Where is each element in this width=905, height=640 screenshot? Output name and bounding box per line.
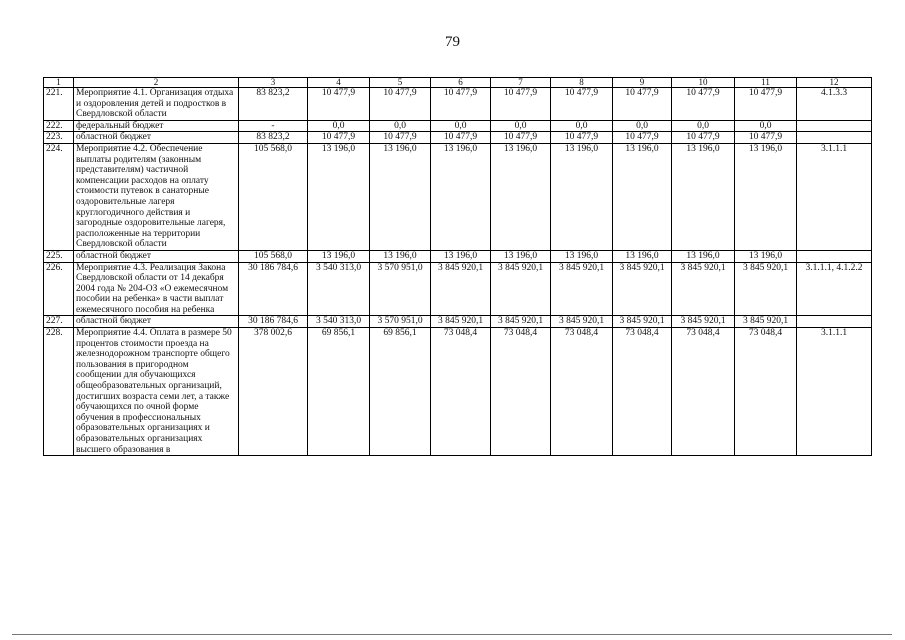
value-cell: 3 845 920,1 <box>491 262 551 316</box>
column-header: 5 <box>370 78 431 88</box>
value-cell: 13 196,0 <box>613 250 672 262</box>
value-cell: 69 856,1 <box>370 328 431 456</box>
table-row <box>44 143 872 250</box>
row-number-cell: 226. <box>44 262 74 316</box>
value-cell: 13 196,0 <box>672 143 735 250</box>
value-cell: 3 570 951,0 <box>370 262 431 316</box>
target-code-cell <box>797 250 872 262</box>
value-cell: 73 048,4 <box>735 328 797 456</box>
target-code-cell: 4.1.3.3 <box>797 88 872 121</box>
value-cell: 10 477,9 <box>370 88 431 121</box>
column-header: 10 <box>672 78 735 88</box>
page-number: 79 <box>445 34 460 50</box>
value-cell: 3 845 920,1 <box>551 316 613 328</box>
value-cell: 3 845 920,1 <box>672 262 735 316</box>
value-cell: 30 186 784,6 <box>239 262 308 316</box>
value-cell: 3 845 920,1 <box>431 316 491 328</box>
value-cell: 13 196,0 <box>370 250 431 262</box>
value-cell: 3 845 920,1 <box>735 262 797 316</box>
value-cell: 0,0 <box>735 120 797 132</box>
row-number-cell: 227. <box>44 316 74 328</box>
value-cell: 13 196,0 <box>551 250 613 262</box>
value-cell: 13 196,0 <box>308 143 370 250</box>
value-cell: 3 845 920,1 <box>551 262 613 316</box>
column-header: 4 <box>308 78 370 88</box>
value-cell: 13 196,0 <box>735 143 797 250</box>
column-header: 11 <box>735 78 797 88</box>
value-cell: 13 196,0 <box>308 250 370 262</box>
value-cell: 13 196,0 <box>431 250 491 262</box>
value-cell: - <box>239 120 308 132</box>
description-cell: Мероприятие 4.4. Оплата в размере 50 процентов стоимости проезда на железнодорожном транспорте общего пользования в пригородном сообщении для обучающихся общеобразовательных организаций, достигших возраста семи лет, а также обучающихся по очной форме обучения в профессиональных образовательных организациях и образовательных организациях высшего образования в <box>74 328 239 456</box>
table-row <box>44 250 872 262</box>
column-header: 2 <box>74 78 239 88</box>
value-cell: 105 568,0 <box>239 143 308 250</box>
value-cell: 13 196,0 <box>491 143 551 250</box>
target-code-cell <box>797 120 872 132</box>
value-cell: 10 477,9 <box>551 88 613 121</box>
column-header: 12 <box>797 78 872 88</box>
value-cell: 83 823,2 <box>239 132 308 144</box>
value-cell: 3 845 920,1 <box>672 316 735 328</box>
value-cell: 13 196,0 <box>370 143 431 250</box>
target-code-cell: 3.1.1.1 <box>797 143 872 250</box>
value-cell: 0,0 <box>551 120 613 132</box>
value-cell: 13 196,0 <box>431 143 491 250</box>
row-number-cell: 222. <box>44 120 74 132</box>
target-code-cell: 3.1.1.1 <box>797 328 872 456</box>
target-code-cell <box>797 132 872 144</box>
description-cell: Мероприятие 4.1. Организация отдыха и оздоровления детей и подростков в Свердловской области <box>74 88 239 121</box>
row-number-cell: 224. <box>44 143 74 250</box>
column-header: 1 <box>44 78 74 88</box>
value-cell: 3 845 920,1 <box>613 262 672 316</box>
value-cell: 10 477,9 <box>672 132 735 144</box>
table-body <box>44 88 872 456</box>
value-cell: 3 845 920,1 <box>613 316 672 328</box>
value-cell: 10 477,9 <box>613 88 672 121</box>
table-row <box>44 120 872 132</box>
value-cell: 13 196,0 <box>491 250 551 262</box>
column-header: 8 <box>551 78 613 88</box>
value-cell: 73 048,4 <box>431 328 491 456</box>
row-number-cell: 223. <box>44 132 74 144</box>
column-header: 7 <box>491 78 551 88</box>
value-cell: 0,0 <box>431 120 491 132</box>
value-cell: 0,0 <box>308 120 370 132</box>
value-cell: 13 196,0 <box>551 143 613 250</box>
value-cell: 10 477,9 <box>735 88 797 121</box>
row-number-cell: 228. <box>44 328 74 456</box>
value-cell: 10 477,9 <box>491 132 551 144</box>
value-cell: 378 002,6 <box>239 328 308 456</box>
table-row <box>44 328 872 456</box>
value-cell: 10 477,9 <box>308 132 370 144</box>
table-row <box>44 132 872 144</box>
description-cell: областной бюджет <box>74 250 239 262</box>
value-cell: 3 845 920,1 <box>491 316 551 328</box>
value-cell: 10 477,9 <box>308 88 370 121</box>
value-cell: 10 477,9 <box>370 132 431 144</box>
value-cell: 3 540 313,0 <box>308 262 370 316</box>
description-cell: Мероприятие 4.3. Реализация Закона Свердловской области от 14 декабря 2004 года № 204-ОЗ «О ежемесячном пособии на ребенка» в части выплат ежемесячного пособия на ребенка <box>74 262 239 316</box>
value-cell: 10 477,9 <box>672 88 735 121</box>
value-cell: 3 570 951,0 <box>370 316 431 328</box>
target-code-cell <box>797 316 872 328</box>
budget-table <box>43 77 872 456</box>
value-cell: 13 196,0 <box>735 250 797 262</box>
value-cell: 10 477,9 <box>613 132 672 144</box>
column-header: 3 <box>239 78 308 88</box>
value-cell: 69 856,1 <box>308 328 370 456</box>
description-cell: областной бюджет <box>74 316 239 328</box>
description-cell: федеральный бюджет <box>74 120 239 132</box>
description-cell: Мероприятие 4.2. Обеспечение выплаты родителям (законным представителям) частичной компенсации расходов на оплату стоимости путевок в санаторные оздоровительные лагеря круглогодичного действия и загородные оздоровительные лагеря, расположенные на территории Свердловской области <box>74 143 239 250</box>
value-cell: 0,0 <box>491 120 551 132</box>
value-cell: 3 845 920,1 <box>431 262 491 316</box>
value-cell: 83 823,2 <box>239 88 308 121</box>
value-cell: 10 477,9 <box>551 132 613 144</box>
value-cell: 0,0 <box>672 120 735 132</box>
value-cell: 73 048,4 <box>491 328 551 456</box>
column-header: 6 <box>431 78 491 88</box>
description-cell: областной бюджет <box>74 132 239 144</box>
value-cell: 73 048,4 <box>613 328 672 456</box>
value-cell: 3 540 313,0 <box>308 316 370 328</box>
target-code-cell: 3.1.1.1, 4.1.2.2 <box>797 262 872 316</box>
value-cell: 3 845 920,1 <box>735 316 797 328</box>
table-row <box>44 262 872 316</box>
value-cell: 10 477,9 <box>735 132 797 144</box>
value-cell: 13 196,0 <box>613 143 672 250</box>
header-row <box>44 78 872 88</box>
value-cell: 10 477,9 <box>431 132 491 144</box>
value-cell: 73 048,4 <box>551 328 613 456</box>
value-cell: 30 186 784,6 <box>239 316 308 328</box>
table-row <box>44 316 872 328</box>
value-cell: 0,0 <box>370 120 431 132</box>
value-cell: 0,0 <box>613 120 672 132</box>
value-cell: 73 048,4 <box>672 328 735 456</box>
column-header: 9 <box>613 78 672 88</box>
scan-edge-line <box>12 634 892 635</box>
value-cell: 105 568,0 <box>239 250 308 262</box>
budget-table-container <box>43 77 872 456</box>
value-cell: 10 477,9 <box>491 88 551 121</box>
table-row <box>44 88 872 121</box>
value-cell: 10 477,9 <box>431 88 491 121</box>
value-cell: 13 196,0 <box>672 250 735 262</box>
row-number-cell: 221. <box>44 88 74 121</box>
row-number-cell: 225. <box>44 250 74 262</box>
